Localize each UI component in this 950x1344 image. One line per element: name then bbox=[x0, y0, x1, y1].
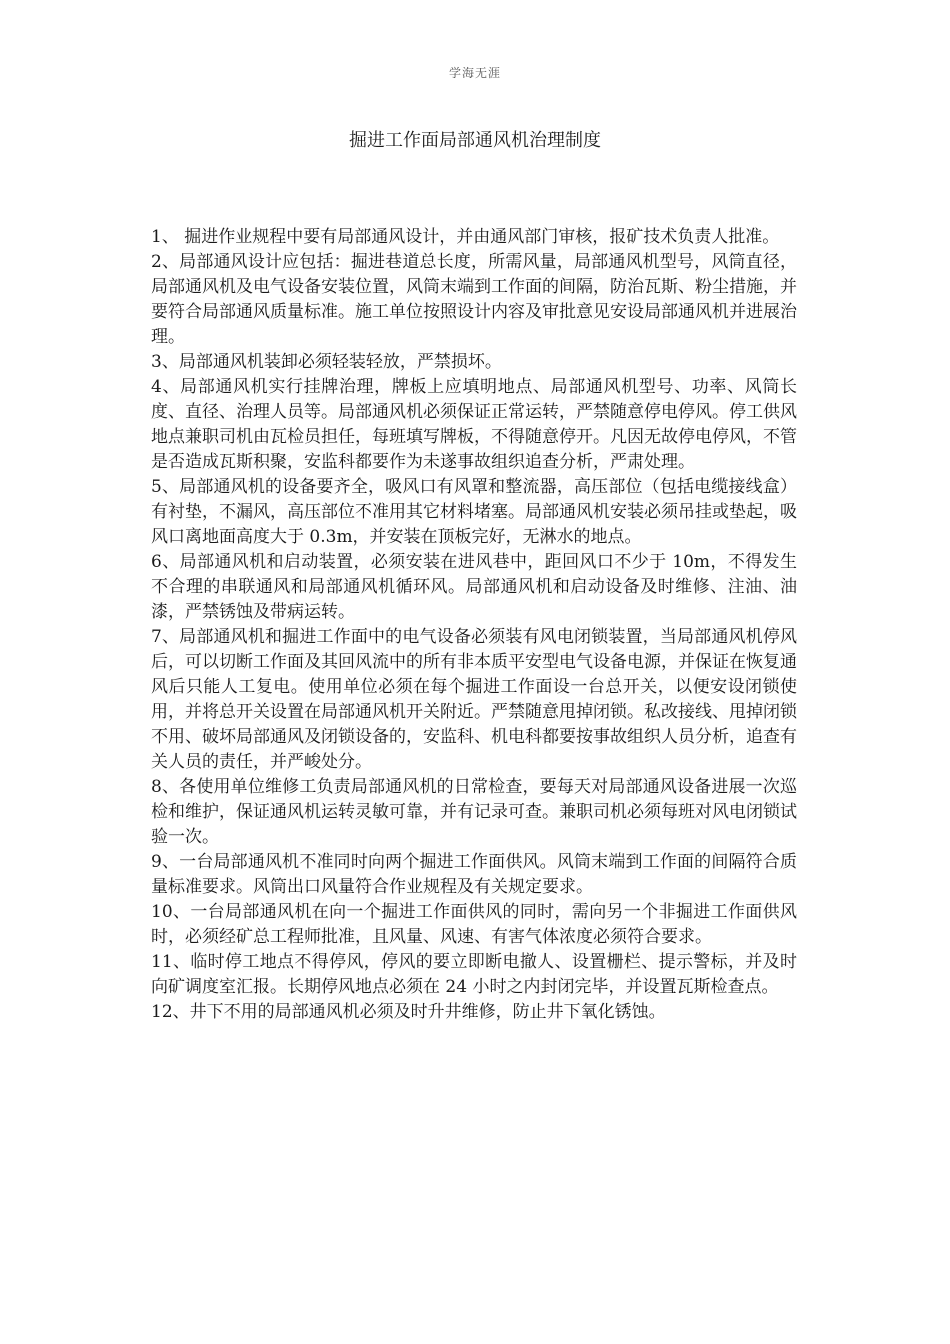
clause-11: 11、临时停工地点不得停风，停风的要立即断电撤人、设置栅栏、提示警标，并及时向矿调度室汇报。长期停风地点必须在 24 小时之内封闭完毕，并设置瓦斯检查点。 bbox=[151, 952, 797, 997]
clause-3: 3、局部通风机装卸必须轻装轻放，严禁损坏。 bbox=[151, 352, 502, 372]
clause-10: 10、一台局部通风机在向一个掘进工作面供风的同时，需向另一个非掘进工作面供风时，必须经矿总工程师批准，且风量、风速、有害气体浓度必须符合要求。 bbox=[151, 902, 797, 947]
clause-1: 1、 掘进作业规程中要有局部通风设计，并由通风部门审核，报矿技术负责人批准。 bbox=[151, 227, 780, 247]
clause-6: 6、局部通风机和启动装置，必须安装在进风巷中，距回风口不少于 10m，不得发生不合理的串联通风和局部通风机循环风。局部通风机和启动设备及时维修、注油、油漆，严禁锈蚀及带病运转。 bbox=[151, 552, 797, 622]
clause-9: 9、一台局部通风机不准同时向两个掘进工作面供风。风筒末端到工作面的间隔符合质量标准要求。风筒出口风量符合作业规程及有关规定要求。 bbox=[151, 852, 797, 897]
document-title: 掘进工作面局部通风机治理制度 bbox=[349, 130, 601, 151]
document-body bbox=[151, 225, 797, 1025]
page-header: 学海无涯 bbox=[448, 66, 501, 80]
clause-7: 7、局部通风机和掘进工作面中的电气设备必须装有风电闭锁装置，当局部通风机停风后，可以切断工作面及其回风流中的所有非本质平安型电气设备电源，并保证在恢复通风后只能人工复电。使用单位必须在每个掘进工作面设一台总开关，以便安设闭锁使用，并将总开关设置在局部通风机开关附近。严禁随意甩掉闭锁。私改接线、甩掉闭锁不用、破坏局部通风及闭锁设备的，安监科、机电科都要按事故组织人员分析，追查有关人员的责任，并严峻处分。 bbox=[151, 627, 797, 772]
clause-8: 8、各使用单位维修工负责局部通风机的日常检查，要每天对局部通风设备进展一次巡检和维护，保证通风机运转灵敏可靠，并有记录可查。兼职司机必须每班对风电闭锁试验一次。 bbox=[151, 777, 797, 847]
clause-5: 5、局部通风机的设备要齐全，吸风口有风罩和整流器，高压部位（包括电缆接线盒）有衬垫，不漏风，高压部位不准用其它材料堵塞。局部通风机安装必须吊挂或垫起，吸风口离地面高度大于 0.3m，并安装在顶板完好，无淋水的地点。 bbox=[151, 477, 797, 547]
clause-4: 4、局部通风机实行挂牌治理，牌板上应填明地点、局部通风机型号、功率、风筒长度、直径、治理人员等。局部通风机必须保证正常运转，严禁随意停电停风。停工供风地点兼职司机由瓦检员担任，每班填写牌板，不得随意停开。凡因无故停电停风，不管是否造成瓦斯积聚，安监科都要作为未遂事故组织追查分析，严肃处理。 bbox=[151, 377, 797, 472]
clause-12: 12、井下不用的局部通风机必须及时升井维修，防止井下氧化锈蚀。 bbox=[151, 1002, 666, 1022]
clause-2: 2、局部通风设计应包括：掘进巷道总长度，所需风量，局部通风机型号，风筒直径，局部通风机及电气设备安装位置，风筒末端到工作面的间隔，防治瓦斯、粉尘措施，并要符合局部通风质量标准。施工单位按照设计内容及审批意见安设局部通风机并进展治理。 bbox=[151, 252, 797, 347]
